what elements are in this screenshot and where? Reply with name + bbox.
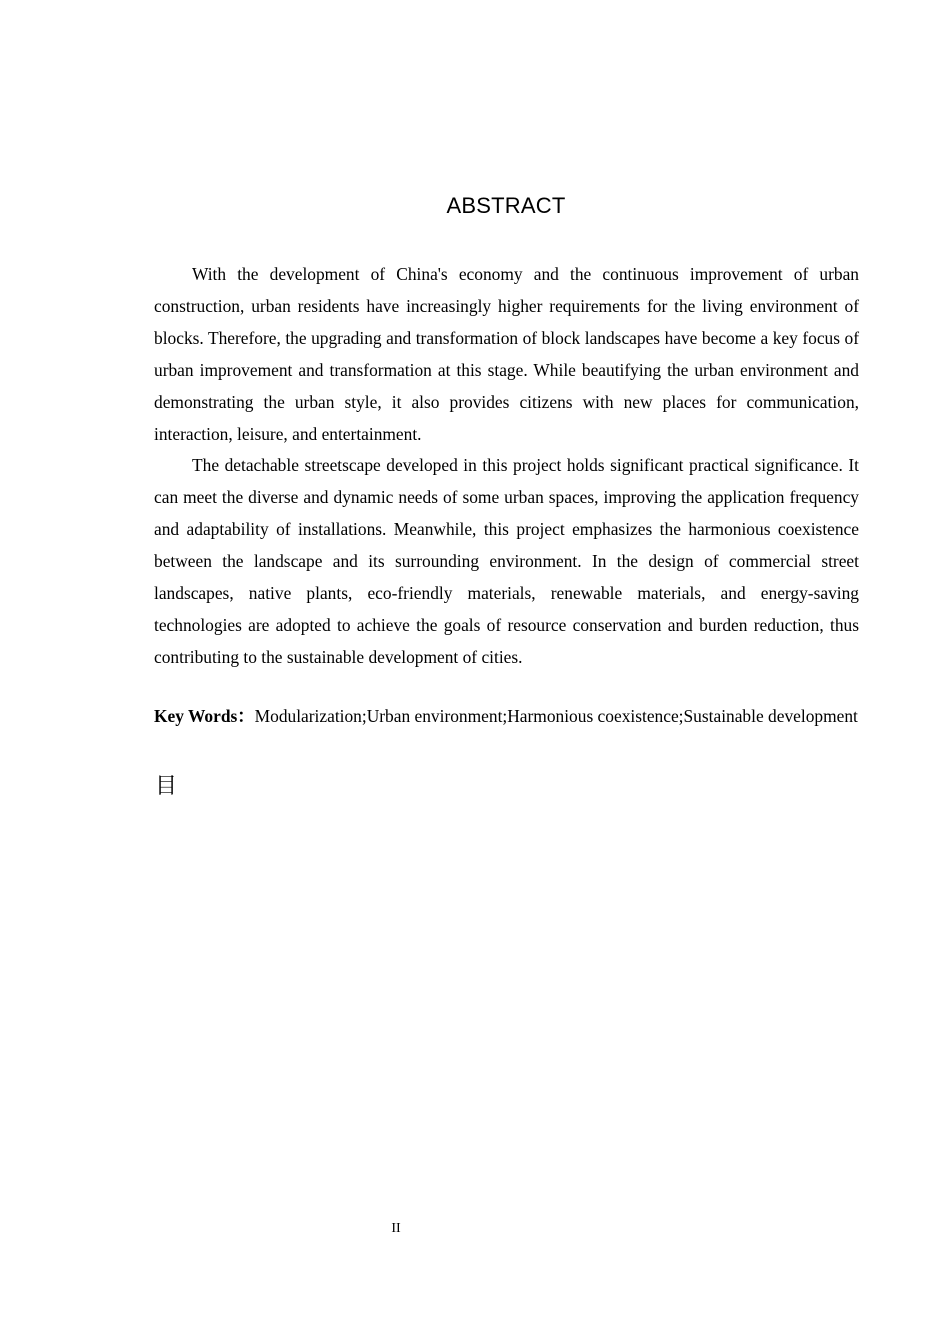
abstract-paragraph-1: With the development of China's economy and the continuous improvement of urban construction, urban residents have increasingly higher requirements for the living environment of blocks. Therefore, the upgrading and transformation of block landscapes have become a key focus of urban improvement and transformation at this stage. While beautifying the urban environment and demonstrating the urban style, it also provides citizens with new places for communication, interaction, leisure, and entertainment. [154,264,859,444]
abstract-body [154,259,859,674]
page-number: II [391,1221,401,1236]
keywords-text: Modularization;Urban environment;Harmonious coexistence;Sustainable development [254,706,858,726]
abstract-title: ABSTRACT [446,193,566,218]
toc-heading: 目 [155,774,178,799]
abstract-paragraph-2: The detachable streetscape developed in this project holds significant practical significance. It can meet the diverse and dynamic needs of some urban spaces, improving the application frequency and adaptability of installations. Meanwhile, this project emphasizes the harmonious coexistence between the landscape and its surrounding environment. In the design of commercial street landscapes, native plants, eco-friendly materials, renewable materials, and energy-saving technologies are adopted to achieve the goals of resource conservation and burden reduction, thus contributing to the sustainable development of cities. [154,455,859,667]
keywords-label: Key Words： [154,706,255,726]
keywords-line [154,700,859,732]
